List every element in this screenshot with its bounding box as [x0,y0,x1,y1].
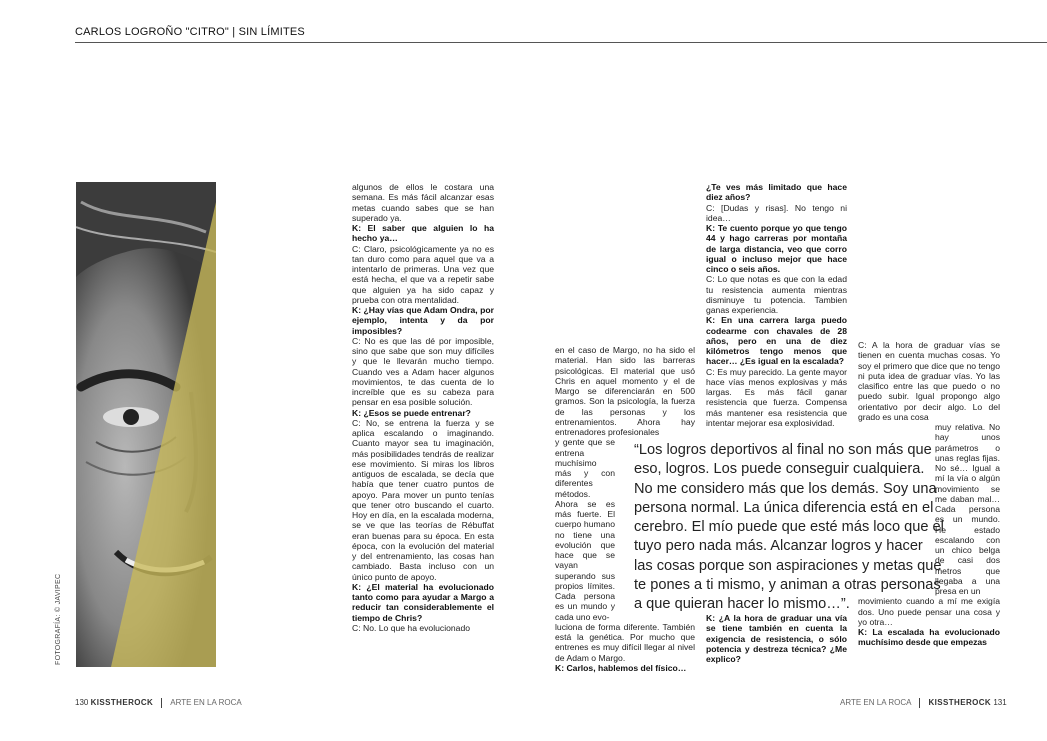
col2-paragraph-top: en el caso de Margo, no ha sido el material. Han sido las barreras psicológicas. El material que usó Chris en aquel momento y el de Margo se diferenciarán en 500 gramos. Son la psicología, la fuerza de las personas y los entrenamientos. Ahora hay entrenadores profesionales [555,345,695,437]
col3-paragraph: C: Lo que notas es que con la edad tu resistencia aumenta mientras disminuye tu potencia. Tambien ganas experiencia. [706,274,847,315]
col3-paragraph: C: [Dudas y risas]. No tengo ni idea… [706,202,847,223]
col1-paragraph: C: No, se entrena la fuerza y se aplica escalando o imaginando. Cuanto mayor sea tu imaginación, más posibilidades tendrás de realizar ese movimiento. Si miras los libros antiguos de escalada, se decía que había que tener cuatro puntos de apoyo. Para mover un punto tenías que tener otro buscando el cuarto. Hoy en día, en la escalada moderna, se ve que las teorías de Rébuffat eran buenas para su época. En esta época, con la evolución del material y del entrenamiento, las cosas han cambiado. Basta incluso con un único punto de apoyo. [352,417,494,582]
portrait-photo [76,182,216,667]
photo-credit: FOTOGRAFÍA: © JAVIPEC [55,573,62,665]
section-left: ARTE EN LA ROCA [170,698,242,708]
col1-paragraph: K: ¿Hay vías que Adam Ondra, por ejemplo, intenta y da por imposibles? [352,305,494,336]
col3-paragraph: C: Es muy parecido. La gente mayor hace vías menos explosivas y más largas. Es más fácil ganar resistencia que fuerza. Compensa más mantener esa resistencia que intentar mejorar esa explosividad. [706,366,847,428]
header-rule [75,42,1047,43]
col2-bottom-paragraph: K: Carlos, hablemos del físico… [555,662,687,673]
col1-paragraph: C: No. Lo que ha evolucionado [352,622,471,633]
col3-paragraph: K: Te cuento porque yo que tengo 44 y hago carreras por montaña de larga distancia, veo que corro igual o incluso mejor que hace cinco o seis años. [706,223,847,274]
col2-paragraph-narrow: y gente que se entrena muchísimo más y con diferentes métodos. Ahora se es más fuerte. El cuerpo humano no tiene una evolución que hace que se vayan superando sus propios límites. Cada persona es un mundo y cada uno evo- [555,437,615,622]
col1-paragraph: K: ¿El material ha evolucionado tanto como para ayudar a Margo a reducir tan considerablemente el tiempo de Chris? [352,581,494,623]
brand-left: KISSTHEROCK [90,698,154,708]
text-column-3-bottom [706,613,847,664]
col1-paragraph: algunos de ellos le costara una semana. Es más fácil alcanzar esas metas cuando sabes que se han superado ya. [352,182,494,223]
col2-bottom-paragraph: luciona de forma diferente. También está la genética. Por mucho que entrenes es muy difícil llegar al nivel de Adam o Margo. [555,621,695,663]
text-column-1 [352,182,494,633]
footer-separator [161,698,162,708]
col4-paragraph-narrow: muy relativa. No hay unos parámetros o unas reglas fijas. No sé… Igual a mí la vía o algún movimiento se me daban mal… Cada persona es un mundo. He estado escalando con un chico belga de casi dos metros que llegaba a una presa en un [935,422,1000,596]
footer-left [75,698,242,708]
col1-paragraph: K: El saber que alguien lo ha hecho ya… [352,223,494,244]
page-number-right: 131 [993,698,1007,708]
footer-right [840,698,1007,708]
col4-bottom-paragraph: movimiento cuando a mí me exigía dos. Uno puede pensar una cosa y yo otra… [858,596,1000,627]
section-right: ARTE EN LA ROCA [840,698,911,708]
col3-paragraph: ¿Te ves más limitado que hace diez años? [706,182,847,203]
text-column-3 [706,182,847,428]
col1-paragraph: K: ¿Esos se puede entrenar? [352,407,471,418]
col1-paragraph: C: Claro, psicológicamente ya no es tan duro como para aquel que va a intentarlo de primeras. Una vez que está hecha, el que va a repetir sabe que alguien ya ha sido capaz y prueba con otra mentalidad. [352,243,494,305]
footer-separator [919,698,920,708]
brand-right: KISSTHEROCK [928,698,992,708]
page-number-left: 130 [75,698,89,708]
col3-question-bottom: K: ¿A la hora de graduar una vía se tiene también en cuenta la exigencia de resistencia, o sólo potencia y destreza técnica? ¿Me explico? [706,613,847,664]
pull-quote: “Los logros deportivos al final no son más que eso, logros. Los puede conseguir cualquiera. No me considero más que los demás. Soy una persona normal. La única diferencia está en el cerebro. El mío puede que esté más loco que el tuyo pero nada más. Alcanzar logros y hacer las cosas porque son aspiraciones y metas que te pones a ti mismo, y animan a otras personas a que quieran hacer lo mismo…”. [634,442,944,613]
col4-paragraph-top: C: A la hora de graduar vías se tienen en cuenta muchas cosas. Yo soy el primero que dice que no tengo ni puta idea de graduar vías. Yo las clasifico entre las que puedo o no puedo subir. Igual propongo algo orientativo por decir algo. Lo del grado es una cosa [858,340,1000,422]
running-header: CARLOS LOGROÑO "CITRO" | SIN LÍMITES [75,26,305,38]
col3-paragraph: K: En una carrera larga puedo codearme con chavales de 28 años, pero en una de diez kilómetros tengo menos que hacer… ¿Es igual en la escalada? [706,315,847,367]
col4-bottom-paragraph: K: La escalada ha evolucionado muchísimo desde que empezas [858,627,1000,648]
col1-paragraph: C: No es que las dé por imposible, sino que sabe que son muy difíciles y que le llevarán mucho tiempo. Cuando ves a Adam hacer algunos movimientos, te das cuenta de lo increíble que es su cabeza para pensar en esa posible solución. [352,335,494,408]
